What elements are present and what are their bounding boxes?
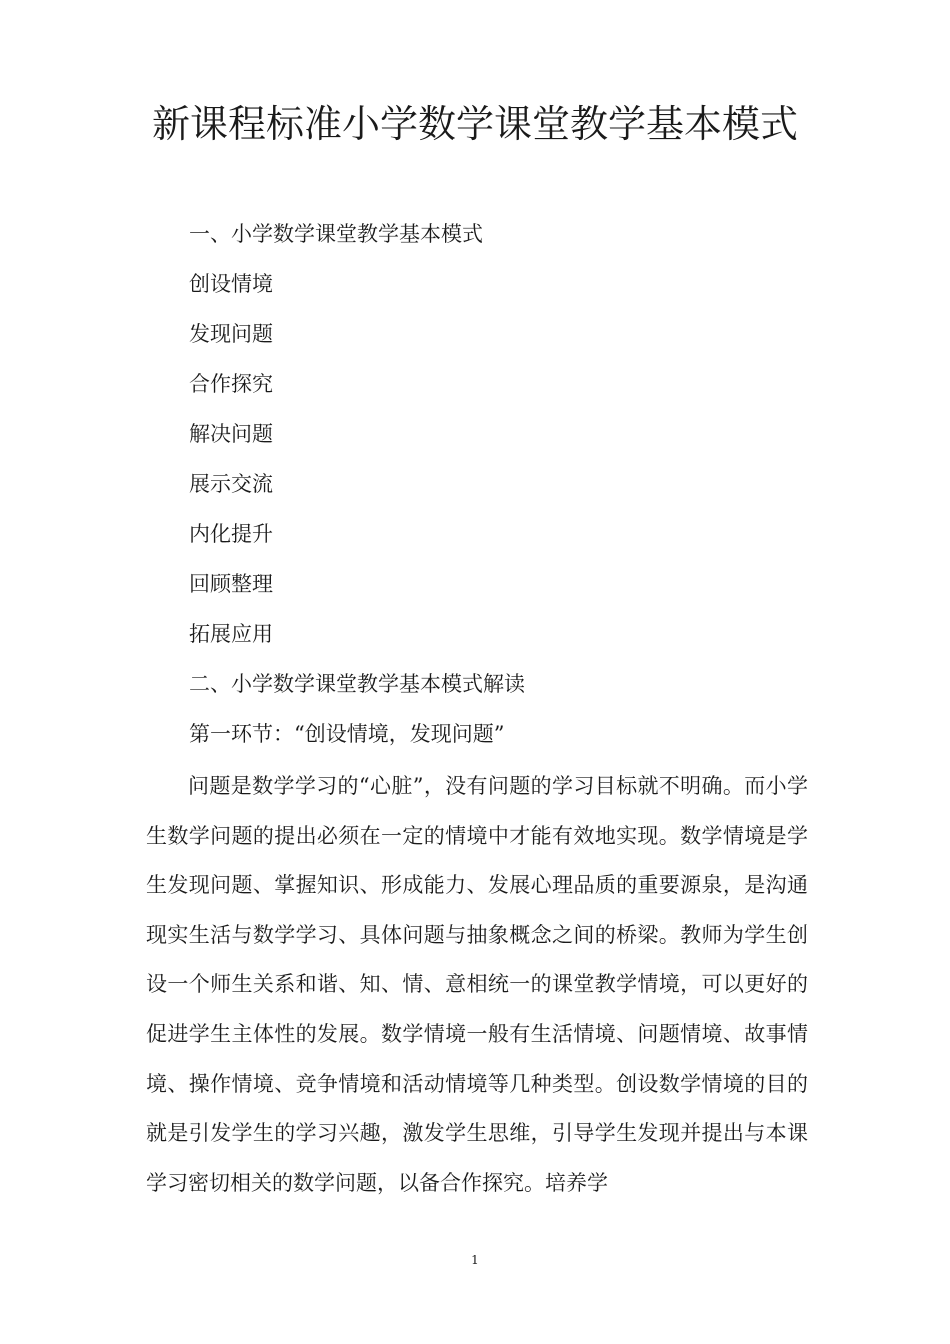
- step-item: 合作探究: [189, 372, 273, 396]
- step-item: 展示交流: [189, 472, 273, 496]
- outline-list: [189, 216, 809, 766]
- step-item: 发现问题: [189, 322, 273, 346]
- body-paragraph: 问题是数学学习的“心脏”，没有问题的学习目标就不明确。而小学生数学问题的提出必须在一定的情境中才能有效地实现。数学情境是学生发现问题、掌握知识、形成能力、发展心理品质的重要源泉，是沟通现实生活与数学学习、具体问题与抽象概念之间的桥梁。教师为学生创设一个师生关系和谐、知、情、意相统一的课堂教学情境，可以更好的促进学生主体性的发展。数学情境一般有生活情境、问题情境、故事情境、操作情境、竞争情境和活动情境等几种类型。创设数学情境的目的就是引发学生的学习兴趣，激发学生思维，引导学生发现并提出与本课学习密切相关的数学问题，以备合作探究。培养学: [146, 774, 808, 1195]
- step-item: 回顾整理: [189, 572, 273, 596]
- section-two-heading: 二、小学数学课堂教学基本模式解读: [189, 672, 525, 696]
- step-item: 解决问题: [189, 422, 273, 446]
- document-title: 新课程标准小学数学课堂教学基本模式: [151, 102, 798, 146]
- section-one-heading: 一、小学数学课堂教学基本模式: [189, 222, 483, 246]
- step-item: 内化提升: [189, 522, 273, 546]
- subsection-heading: 第一环节：“创设情境，发现问题”: [189, 722, 505, 746]
- page-number: 1: [471, 1253, 479, 1267]
- step-item: 创设情境: [189, 272, 273, 296]
- step-item: 拓展应用: [189, 622, 273, 646]
